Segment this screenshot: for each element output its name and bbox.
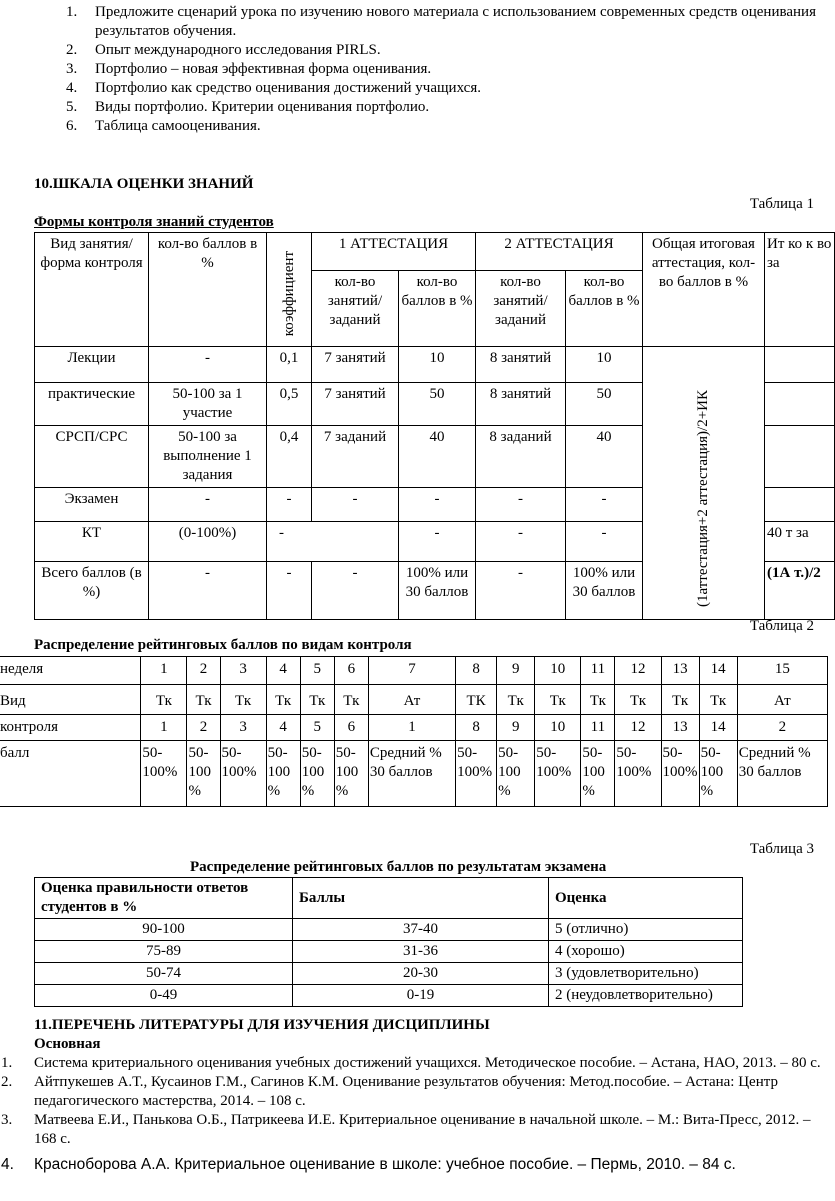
item-number: 1. [1,1055,13,1071]
cell: 4 (хорошо) [549,941,743,963]
item-text: Предложите сценарий урока по изучению нового материала с использованием современных средств оценивания результатов обучения. [95,4,816,39]
weeks-row [0,657,828,685]
cell: 50-100 % [266,741,300,807]
table-caption: Распределение рейтинговых баллов по результатам экзамена [190,859,607,875]
item-number: 6. [66,118,78,134]
formula-text: (1аттестация+2 аттестация)/2+ИК [695,389,711,607]
literature-section [0,1016,821,1174]
table-row [35,941,743,963]
cell: 50-100 % [187,741,220,807]
cell: 7 занятий [312,383,399,426]
cell: 2 [187,657,220,685]
table-label: Таблица 1 [749,196,814,212]
list-item [66,117,826,136]
cell: Тк [581,685,615,715]
cell: 50-100 % [581,741,615,807]
list-item [0,1054,828,1073]
cell: 15 [737,657,827,685]
cell: 10 [399,347,476,383]
cell: 2 [187,715,220,741]
header-final: Общая итоговая аттестация, кол-во баллов в % [643,233,765,347]
cell: Тк [535,685,581,715]
item-number: 4. [66,80,78,96]
cell: 50-100 % [497,741,535,807]
cell: (1А т.)/2 [765,562,835,620]
control-forms-table [34,232,835,620]
item-text: Портфолио как средство оценивания достижений учащихся. [95,80,481,96]
cell: 0,5 [267,383,312,426]
cell: 4 [266,657,300,685]
cell: - [312,488,399,522]
cell: 40 [399,426,476,488]
list-item [66,3,826,41]
cell: 40 [566,426,643,488]
table-label: Таблица 2 [749,618,814,634]
cell: Ат [368,685,455,715]
cell: 1 [141,657,187,685]
list-item [0,1155,828,1174]
cell: 12 [615,715,661,741]
cell: КТ [35,522,149,562]
cell: - [399,488,476,522]
cell: 6 [334,657,368,685]
cell: 13 [661,715,699,741]
cell: - [566,522,643,562]
cell: 31-36 [293,941,549,963]
cell: 14 [699,657,737,685]
cell: Средний % 30 баллов [368,741,455,807]
cell: 10 [566,347,643,383]
cell: Тк [497,685,535,715]
cell: 50-100 за выполнение 1 задания [149,426,267,488]
cell: - [267,488,312,522]
cell: 50-100 за 1 участие [149,383,267,426]
cell: - [267,562,312,620]
cell: - [476,522,566,562]
topics-list [66,3,826,136]
table-row [35,985,743,1007]
cell: 7 занятий [312,347,399,383]
cell: Тк [266,685,300,715]
cell: 11 [581,657,615,685]
header-kind: Вид занятия/ форма контроля [35,233,149,347]
header-count-2: кол-во занятий/ заданий [476,271,566,347]
section-heading: 11.ПЕРЕЧЕНЬ ЛИТЕРАТУРЫ ДЛЯ ИЗУЧЕНИЯ ДИСЦИПЛИНЫ [34,1017,490,1033]
subsection-heading: Основная [34,1036,101,1052]
header-count-1: кол-во занятий/ заданий [312,271,399,347]
cell: 50-100 % [699,741,737,807]
list-item [66,98,826,117]
cell: 50-74 [35,963,293,985]
cell [765,383,835,426]
cell [765,426,835,488]
cell: - [149,347,267,383]
item-number: 5. [66,99,78,115]
table-row [35,919,743,941]
table-row [35,347,835,383]
cell: - [399,522,476,562]
cell: 1 [368,715,455,741]
row-label: контроля [0,715,141,741]
header-itog: Ит ко к во за [765,233,835,347]
row-label: балл [0,741,141,807]
cell: Тк [615,685,661,715]
table-caption: Распределение рейтинговых баллов по видам контроля [34,637,412,653]
cell: 8 [456,657,497,685]
cell: 4 [266,715,300,741]
header-grade: Оценка [549,878,743,919]
cell: 6 [334,715,368,741]
header-pct: Оценка правильности ответов студентов в % [35,878,293,919]
cell: 0,1 [267,347,312,383]
cell: 50 [399,383,476,426]
cell: 20-30 [293,963,549,985]
controls-row [0,715,828,741]
cell: 0-19 [293,985,549,1007]
table-row [35,963,743,985]
item-number: 3. [66,61,78,77]
cell [765,347,835,383]
cell: СРСП/СРС [35,426,149,488]
cell: 75-89 [35,941,293,963]
cell: Тк [220,685,266,715]
list-item [66,60,826,79]
cell: Экзамен [35,488,149,522]
cell: - [149,562,267,620]
header-coef [267,233,312,347]
formula-cell [643,347,765,620]
item-number: 4. [1,1156,14,1173]
item-text: Опыт международного исследования PIRLS. [95,42,381,58]
table-label: Таблица 3 [749,841,814,857]
cell: 40 т за [765,522,835,562]
cell: 50-100% [220,741,266,807]
item-text: Айтпукешев А.Т., Кусаинов Г.М., Сагинов К.М. Оценивание результатов обучения: Метод.пособие. – Астана: Центр педагогического мастерства, 2014. – 108 с. [34,1074,778,1109]
cell: 50-100% [661,741,699,807]
header-points-1: кол-во баллов в % [399,271,476,347]
cell: Тк [141,685,187,715]
cell: 0,4 [267,426,312,488]
scores-row [0,741,828,807]
cell: 7 заданий [312,426,399,488]
item-text: Красноборова А.А. Критериальное оценивание в школе: учебное пособие. – Пермь, 2010. – 84 с. [34,1156,736,1173]
header-points-2: кол-во баллов в % [566,271,643,347]
cell: Всего баллов (в %) [35,562,149,620]
cell: 2 (неудовлетворительно) [549,985,743,1007]
cell: 13 [661,657,699,685]
kinds-row [0,685,828,715]
list-item [0,1111,828,1149]
item-text: Таблица самооценивания. [95,118,261,134]
item-number: 2. [66,42,78,58]
header-att1: 1 АТТЕСТАЦИЯ [312,233,476,271]
cell: - [476,562,566,620]
cell: Тк [661,685,699,715]
cell: ТК [456,685,497,715]
list-item [66,41,826,60]
cell: 5 [300,657,334,685]
item-text: Матвеева Е.И., Панькова О.Б., Патрикеева И.Е. Критериальное оценивание в начальной школе. – М.: Вита-Пресс, 2012. – 168 с. [34,1112,811,1147]
cell: 3 [220,715,266,741]
cell: (0-100%) [149,522,267,562]
cell: Тк [300,685,334,715]
cell: 8 заданий [476,426,566,488]
cell: 9 [497,715,535,741]
cell: 50 [566,383,643,426]
cell: Тк [187,685,220,715]
header-points: кол-во баллов в % [149,233,267,347]
item-text: Портфолио – новая эффективная форма оценивания. [95,61,432,77]
cell: 5 [300,715,334,741]
item-text: Система критериального оценивания учебных достижений учащихся. Методическое пособие. – Астана, НАО, 2013. – 80 с. [34,1055,821,1071]
cell: - [476,488,566,522]
cell: 12 [615,657,661,685]
cell: 50-100 % [300,741,334,807]
cell: 50-100% [141,741,187,807]
rating-distribution-table [0,656,828,807]
cell: Тк [334,685,368,715]
item-text: Виды портфолио. Критерии оценивания портфолио. [95,99,430,115]
cell: 8 занятий [476,347,566,383]
header-points: Баллы [293,878,549,919]
cell: 1 [141,715,187,741]
cell: 90-100 [35,919,293,941]
cell: Лекции [35,347,149,383]
cell: Тк [699,685,737,715]
cell: 50-100% [535,741,581,807]
cell: - [312,562,399,620]
cell: 37-40 [293,919,549,941]
cell: 8 [456,715,497,741]
cell: 50-100 % [334,741,368,807]
cell: 11 [581,715,615,741]
cell: Ат [737,685,827,715]
cell: Средний % 30 баллов [737,741,827,807]
item-number: 1. [66,4,78,20]
header-att2: 2 АТТЕСТАЦИЯ [476,233,643,271]
cell: 9 [497,657,535,685]
cell: - [566,488,643,522]
row-label: неделя [0,657,141,685]
cell: 100% или 30 баллов [566,562,643,620]
cell: 100% или 30 баллов [399,562,476,620]
cell: 10 [535,657,581,685]
item-number: 2. [1,1074,13,1090]
cell: 10 [535,715,581,741]
cell [765,488,835,522]
cell: 0-49 [35,985,293,1007]
cell: практические [35,383,149,426]
cell: 3 (удовлетворительно) [549,963,743,985]
cell: - [267,522,399,562]
cell: - [149,488,267,522]
list-item [66,79,826,98]
cell: 5 (отлично) [549,919,743,941]
cell: 3 [220,657,266,685]
list-item [0,1073,828,1111]
header-coef-text: коэффициент [280,250,297,336]
cell: 7 [368,657,455,685]
cell: 8 занятий [476,383,566,426]
cell: 14 [699,715,737,741]
row-label: Вид [0,685,141,715]
table-caption: Формы контроля знаний студентов [34,214,274,230]
item-number: 3. [1,1112,13,1128]
cell: 50-100% [615,741,661,807]
section-heading: 10.ШКАЛА ОЦЕНКИ ЗНАНИЙ [34,176,254,192]
cell: 2 [737,715,827,741]
cell: 50-100% [456,741,497,807]
exam-scores-table [34,877,743,1007]
